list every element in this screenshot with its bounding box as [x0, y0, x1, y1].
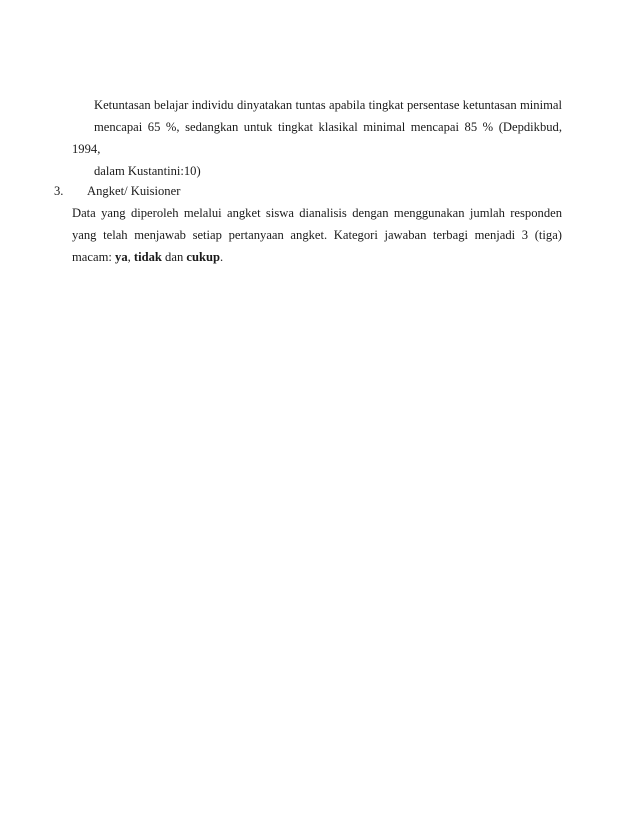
option-ya: ya	[115, 250, 128, 264]
paragraph-line: yang telah menjawab setiap pertanyaan angket. Kategori jawaban terbagi menjadi 3 (tiga)	[72, 228, 562, 242]
paragraph-line: Data yang diperoleh melalui angket siswa dianalisis dengan menggunakan jumlah responden	[72, 206, 562, 220]
section-title: Angket/ Kuisioner	[87, 184, 181, 198]
paragraph-line: dalam Kustantini:10)	[94, 164, 201, 178]
option-cukup: cukup	[186, 250, 220, 264]
paragraph-line	[72, 246, 562, 268]
paragraph-line: Ketuntasan belajar individu dinyatakan tuntas apabila tingkat persentase ketuntasan minimal	[94, 98, 562, 112]
separator: dan	[161, 250, 187, 264]
text-prefix: macam:	[72, 250, 116, 264]
section-number: 3.	[54, 184, 64, 198]
paragraph-angket	[72, 202, 562, 268]
paragraph-ketuntasan	[72, 94, 562, 182]
period: .	[220, 250, 224, 264]
paragraph-line: mencapai 65 %, sedangkan untuk tingkat klasikal minimal mencapai 85 % (Depdikbud, 1994,	[72, 120, 562, 156]
option-tidak: tidak	[133, 250, 162, 264]
separator: ,	[127, 250, 134, 264]
